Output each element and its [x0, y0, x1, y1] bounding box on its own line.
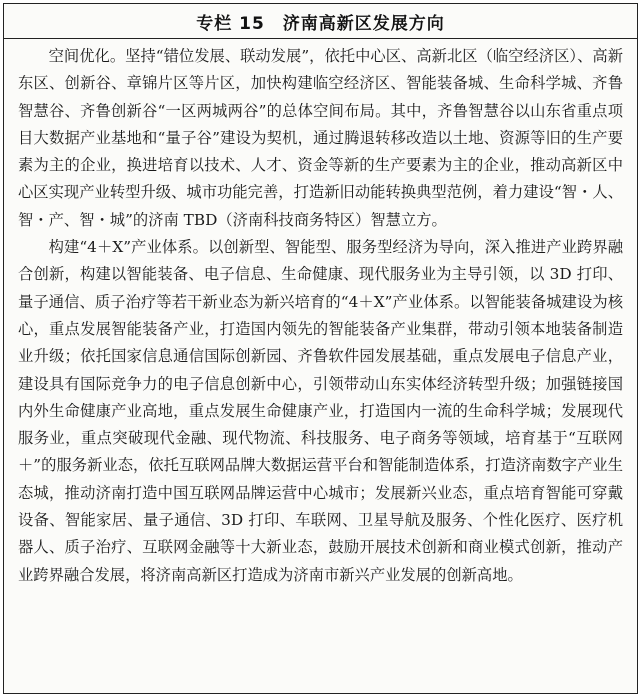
paragraph-industry-system: 构建“4＋X”产业体系。以创新型、智能型、服务型经济为导向，深入推进产业跨界融合创新，构建以智能装备、电子信息、生命健康、现代服务业为主导引领，以 3D 打印、量子通信、质子治疗等若干新业态为新兴培育的“4＋X”产业体系。以智能装备城建设为核心，重点发展智能装备产业，打造国内领先的智能装备产业集群，带动引领本地装备制造业升级；依托国家信息通信国际创新园、齐鲁软件园发展基础，重点发展电子信息产业，建设具有国际竞争力的电子信息创新中心，引领带动山东实体经济转型升级；加强链接国内外生命健康产业高地，重点发展生命健康产业，打造国内一流的生命科学城；发展现代服务业，重点突破现代金融、现代物流、科技服务、电子商务等领域，培育基于“互联网＋”的服务新业态，依托互联网品牌大数据运营平台和智能制造体系，打造济南数字产业生态城，推动济南打造中国互联网品牌运营中心城市；发展新兴业态，重点培育智能可穿戴设备、智能家居、量子通信、3D 打印、车联网、卫星导航及服务、个性化医疗、医疗机器人、质子治疗、互联网金融等十大新业态，鼓励开展技术创新和商业模式创新，推动产业跨界融合发展，将济南高新区打造成为济南市新兴产业发展的创新高地。	[18, 238, 623, 584]
sidebar-box	[3, 3, 638, 694]
box-content	[4, 39, 637, 589]
box-title	[4, 4, 637, 39]
box-title-text: 济南高新区发展方向	[282, 13, 445, 34]
box-title-label: 专栏 15	[196, 13, 265, 34]
paragraph-spatial-optimization: 空间优化。坚持“错位发展、联动发展”，依托中心区、高新北区（临空经济区）、高新东区、创新谷、章锦片区等片区，加快构建临空经济区、智能装备城、生命科学城、齐鲁智慧谷、齐鲁创新谷“一区两城两谷”的总体空间布局。其中，齐鲁智慧谷以山东省重点项目大数据产业基地和“量子谷”建设为契机，通过腾退转移改造以土地、资源等旧的生产要素为主的企业，换进培育以技术、人才、资金等新的生产要素为主的企业，推动高新区中心区实现产业转型升级、城市功能完善，打造新旧动能转换典型范例，着力建设“智・人、智・产、智・城”的济南 TBD（济南科技商务特区）智慧立方。	[18, 47, 623, 229]
